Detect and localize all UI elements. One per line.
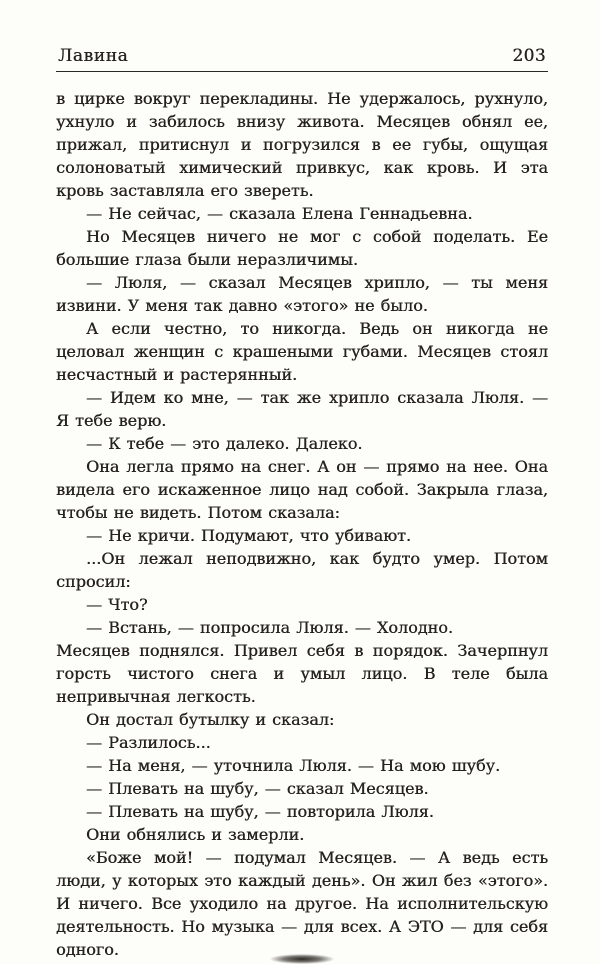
paragraph: Она легла прямо на снег. А он — прямо на нее. Она видела его искаженное лицо над собой. Закрыла глаза, чтобы не видеть. Потом сказала: (56, 457, 548, 522)
page-number: 203 (512, 46, 546, 66)
paragraph: — Что? (86, 595, 148, 614)
paragraph: «Боже мой! — подумал Месяцев. — А ведь есть люди, у которых это каждый день». Он жил без «этого». И ничего. Все уходило на другое. На исполнительскую деятельность. Но музыка — для всех. А ЭТО — для себя одного. (56, 848, 548, 959)
paragraph: — Плевать на шубу, — повторила Люля. (86, 802, 434, 821)
paragraph: А если честно, то никогда. Ведь он никогда не целовал женщин с крашеными губами. Месяцев стоял несчастный и растерянный. (56, 319, 548, 384)
paragraph: — Люля, — сказал Месяцев хрипло, — ты меня извини. У меня так давно «этого» не было. (56, 273, 548, 315)
paragraph: — Не сейчас, — сказала Елена Геннадьевна. (86, 204, 473, 223)
paragraph: Но Месяцев ничего не мог с собой поделать. Ее большие глаза были неразличимы. (56, 227, 548, 269)
paragraph: — Разлилось... (86, 733, 211, 752)
paragraph: — Идем ко мне, — так же хрипло сказала Люля. — Я тебе верю. (56, 388, 548, 430)
paragraph: — Не кричи. Подумают, что убивают. (86, 526, 411, 545)
paragraph: в цирке вокруг перекладины. Не удержалось, рухнуло, ухнуло и забилось внизу живота. Месяцев обнял ее, прижал, притиснул и погрузился в ее губы, ощущая солоноватый химический привкус, как кровь. И эта кровь заставляла его звереть. (56, 89, 548, 200)
body-text (56, 87, 548, 961)
paragraph: — Встань, — попросила Люля. — Холодно. (86, 618, 453, 637)
paragraph: Месяцев поднялся. Привел себя в порядок. Зачерпнул горсть чистого снега и умыл лицо. В теле была непривычная легкость. (56, 641, 548, 706)
paragraph: — На меня, — уточнила Люля. — На мою шубу. (86, 756, 501, 775)
paragraph: — Плевать на шубу, — сказал Месяцев. (86, 779, 429, 798)
paragraph: Он достал бутылку и сказал: (86, 710, 335, 729)
header-rule (56, 71, 548, 72)
paragraph: ...Он лежал неподвижно, как будто умер. Потом спросил: (56, 549, 548, 591)
running-title: Лавина (58, 46, 129, 66)
page-header (56, 46, 548, 71)
scan-artifact (270, 954, 334, 964)
paragraph: — К тебе — это далеко. Далеко. (86, 434, 363, 453)
paragraph: Они обнялись и замерли. (86, 825, 305, 844)
